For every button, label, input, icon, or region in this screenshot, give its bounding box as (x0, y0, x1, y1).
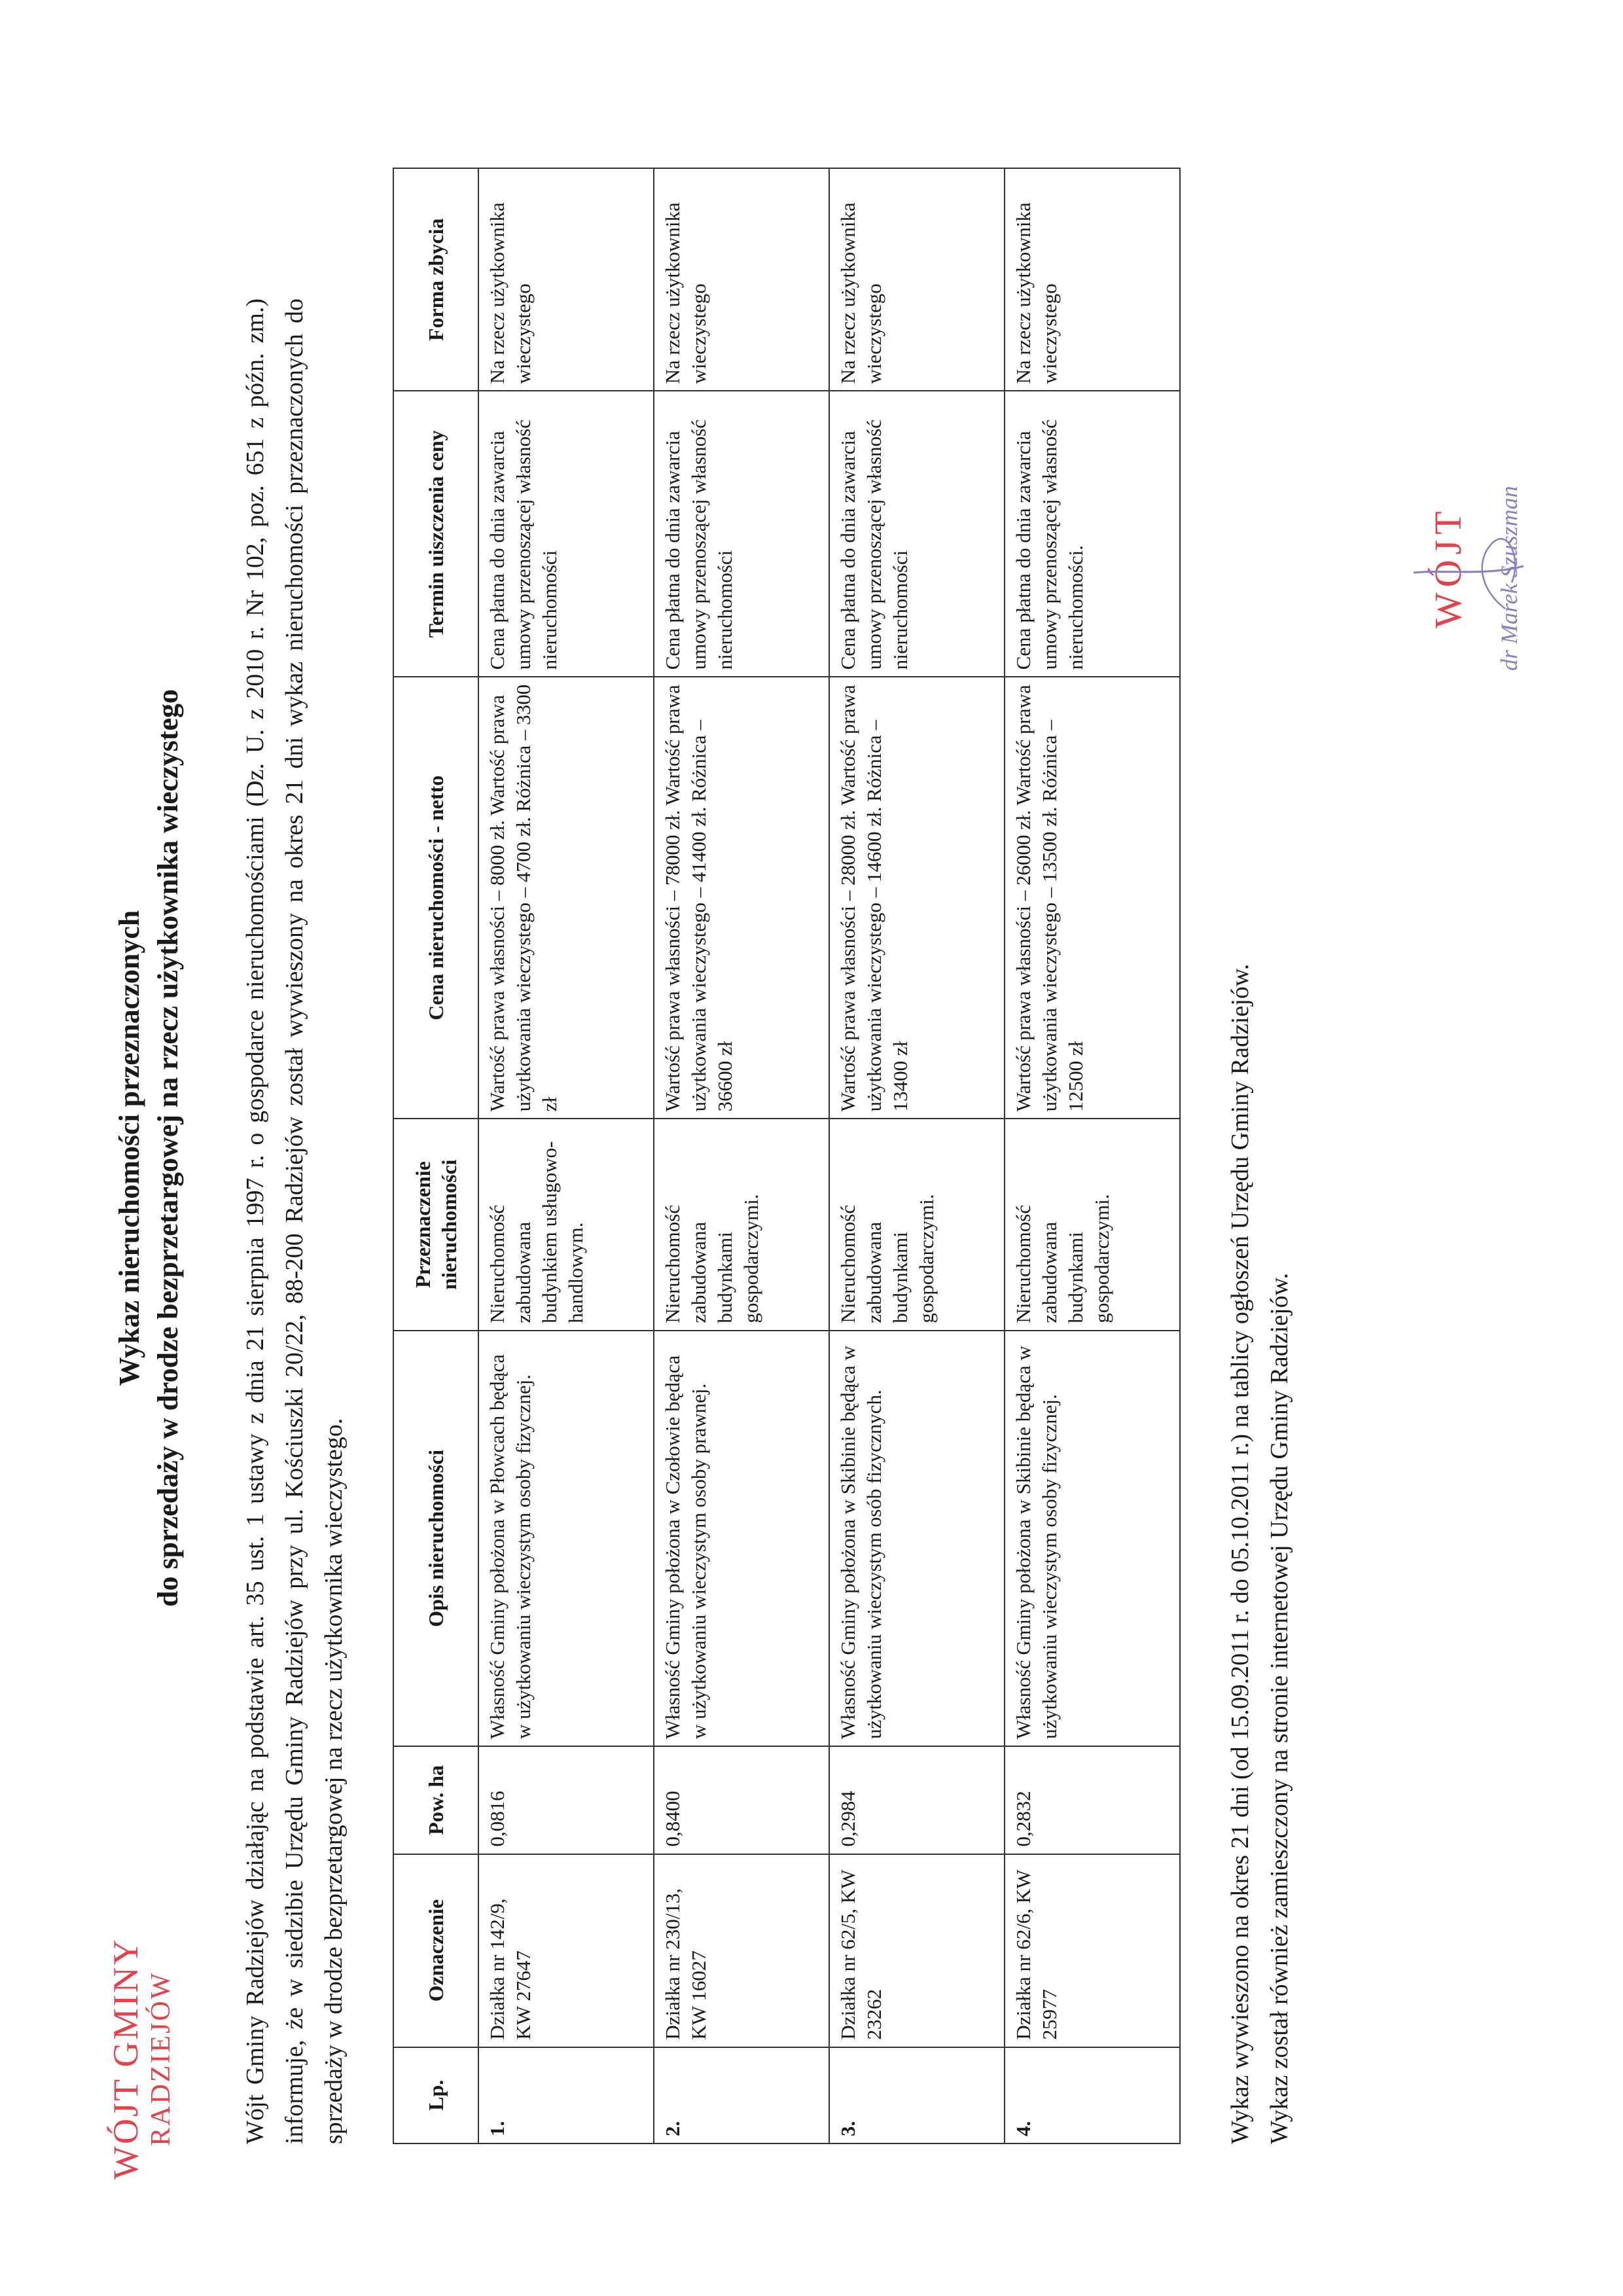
header-forma: Forma zbycia (393, 168, 478, 391)
property-table (393, 168, 1181, 2144)
signature-title: WÓJT (1427, 506, 1469, 628)
table-header-row (393, 168, 478, 2144)
cell-forma: Na rzecz użytkownika wieczystego (478, 168, 654, 391)
signature-seal (1407, 458, 1531, 707)
cell-oznaczenie: Działka nr 142/9, KW 27647 (478, 1854, 654, 2047)
cell-forma: Na rzecz użytkownika wieczystego (1005, 168, 1180, 391)
table-row (829, 168, 1005, 2144)
cell-lp: 1. (478, 2047, 654, 2144)
cell-opis: Własność Gminy położona w Czołowie będąca w użytkowaniu wieczystym osoby prawnej. (654, 1331, 829, 1746)
cell-opis: Własność Gminy położona w Płowcach będąca w użytkowaniu wieczystym osoby fizycznej. (478, 1331, 654, 1746)
header-cena: Cena nieruchomości - netto (393, 677, 478, 1119)
stamp-line-1: WÓJT GMINY (106, 1937, 145, 2179)
header-przeznaczenie: Przeznaczenie nieruchomości (393, 1119, 478, 1330)
cell-przeznaczenie: Nieruchomość zabudowana budynkiem usługowo-handlowym. (478, 1119, 654, 1330)
cell-forma: Na rzecz użytkownika wieczystego (654, 168, 829, 391)
cell-przeznaczenie: Nieruchomość zabudowana budynkami gospodarczymi. (1005, 1119, 1180, 1330)
header-termin: Termin uiszczenia ceny (393, 391, 478, 677)
cell-oznaczenie: Działka nr 62/6, KW 25977 (1005, 1854, 1180, 2047)
footer-notes (1221, 246, 1299, 2144)
cell-cena: Wartość prawa własności – 28000 zł. Wartość prawa użytkowania wieczystego – 14600 zł. Różnica – 13400 zł (829, 677, 1005, 1119)
header-lp: Lp. (393, 2047, 478, 2144)
footer-line-1: Wykaz wywieszono na okres 21 dni (od 15.09.2011 r. do 05.10.2011 r.) na tablicy ogłoszeń Urzędu Gminy Radziejów. (1226, 963, 1254, 2144)
cell-cena: Wartość prawa własności – 8000 zł. Wartość prawa użytkowania wieczystego – 4700 zł. Różnica – 3300 zł (478, 677, 654, 1119)
cell-lp: 2. (654, 2047, 829, 2144)
title-line-1: Wykaz nieruchomości przeznaczonych (113, 910, 145, 1386)
intro-paragraph: Wójt Gminy Radziejów działając na podstawie art. 35 ust. 1 ustawy z dnia 21 sierpnia 1997 r. o gospodarce nieruchomościami (Dz. U. z 2010 r. Nr 102, poz. 651 z późn. zm.) informuje, że w siedzibie Urzędu Gminy Radziejów przy ul. Kościuszki 20/22, 88-200 Radziejów został wywieszony na okres 21 dni wykaz nieruchomości przeznaczonych do sprzedaży w drodze bezprzetargowej na rzecz użytkownika wieczystego. (241, 298, 348, 2144)
stamp-line-2: RADZIEJÓW (146, 1971, 176, 2146)
header-oznaczenie: Oznaczenie (393, 1854, 478, 2047)
cell-lp: 4. (1005, 2047, 1180, 2144)
cell-pow: 0,2832 (1005, 1746, 1180, 1854)
footer-line-2: Wykaz został również zamieszczony na stronie internetowej Urzędu Gminy Radziejów. (1266, 1272, 1293, 2144)
cell-pow: 0,0816 (478, 1746, 654, 1854)
cell-cena: Wartość prawa własności – 26000 zł. Wartość prawa użytkowania wieczystego – 13500 zł. Różnica – 12500 zł (1005, 677, 1180, 1119)
cell-termin: Cena płatna do dnia zawarcia umowy przenoszącej własność nieruchomości (654, 391, 829, 677)
cell-opis: Własność Gminy położona w Skibinie będąca w użytkowaniu wieczystym osoby fizycznej. (1005, 1331, 1180, 1746)
header-opis: Opis nieruchomości (393, 1331, 478, 1746)
cell-forma: Na rzecz użytkownika wieczystego (829, 168, 1005, 391)
cell-termin: Cena płatna do dnia zawarcia umowy przenoszącej własność nieruchomości (478, 391, 654, 677)
document-title (106, 0, 187, 2296)
header-pow: Pow. ha (393, 1746, 478, 1854)
cell-oznaczenie: Działka nr 230/13, KW 16027 (654, 1854, 829, 2047)
cell-termin: Cena płatna do dnia zawarcia umowy przenoszącej własność nieruchomości. (1005, 391, 1180, 677)
table-row (478, 168, 654, 2144)
table-row (654, 168, 829, 2144)
cell-opis: Własność Gminy położona w Skibinie będąca w użytkowaniu wieczystym osób fizycznych. (829, 1331, 1005, 1746)
cell-termin: Cena płatna do dnia zawarcia umowy przenoszącej własność nieruchomości (829, 391, 1005, 677)
cell-cena: Wartość prawa własności – 78000 zł. Wartość prawa użytkowania wieczystego – 41400 zł. Różnica – 36600 zł (654, 677, 829, 1119)
cell-lp: 3. (829, 2047, 1005, 2144)
cell-pow: 0,2984 (829, 1746, 1005, 1854)
cell-oznaczenie: Działka nr 62/5, KW 23262 (829, 1854, 1005, 2047)
cell-przeznaczenie: Nieruchomość zabudowana budynkami gospodarczymi. (829, 1119, 1005, 1330)
table-row (1005, 168, 1180, 2144)
signature-name: dr Marek Szuszman (1496, 486, 1522, 671)
cell-przeznaczenie: Nieruchomość zabudowana budynkami gospodarczymi. (654, 1119, 829, 1330)
title-line-2: do sprzedaży w drodze bezprzetargowej na rzecz użytkownika wieczystego (152, 689, 184, 1607)
cell-pow: 0,8400 (654, 1746, 829, 1854)
